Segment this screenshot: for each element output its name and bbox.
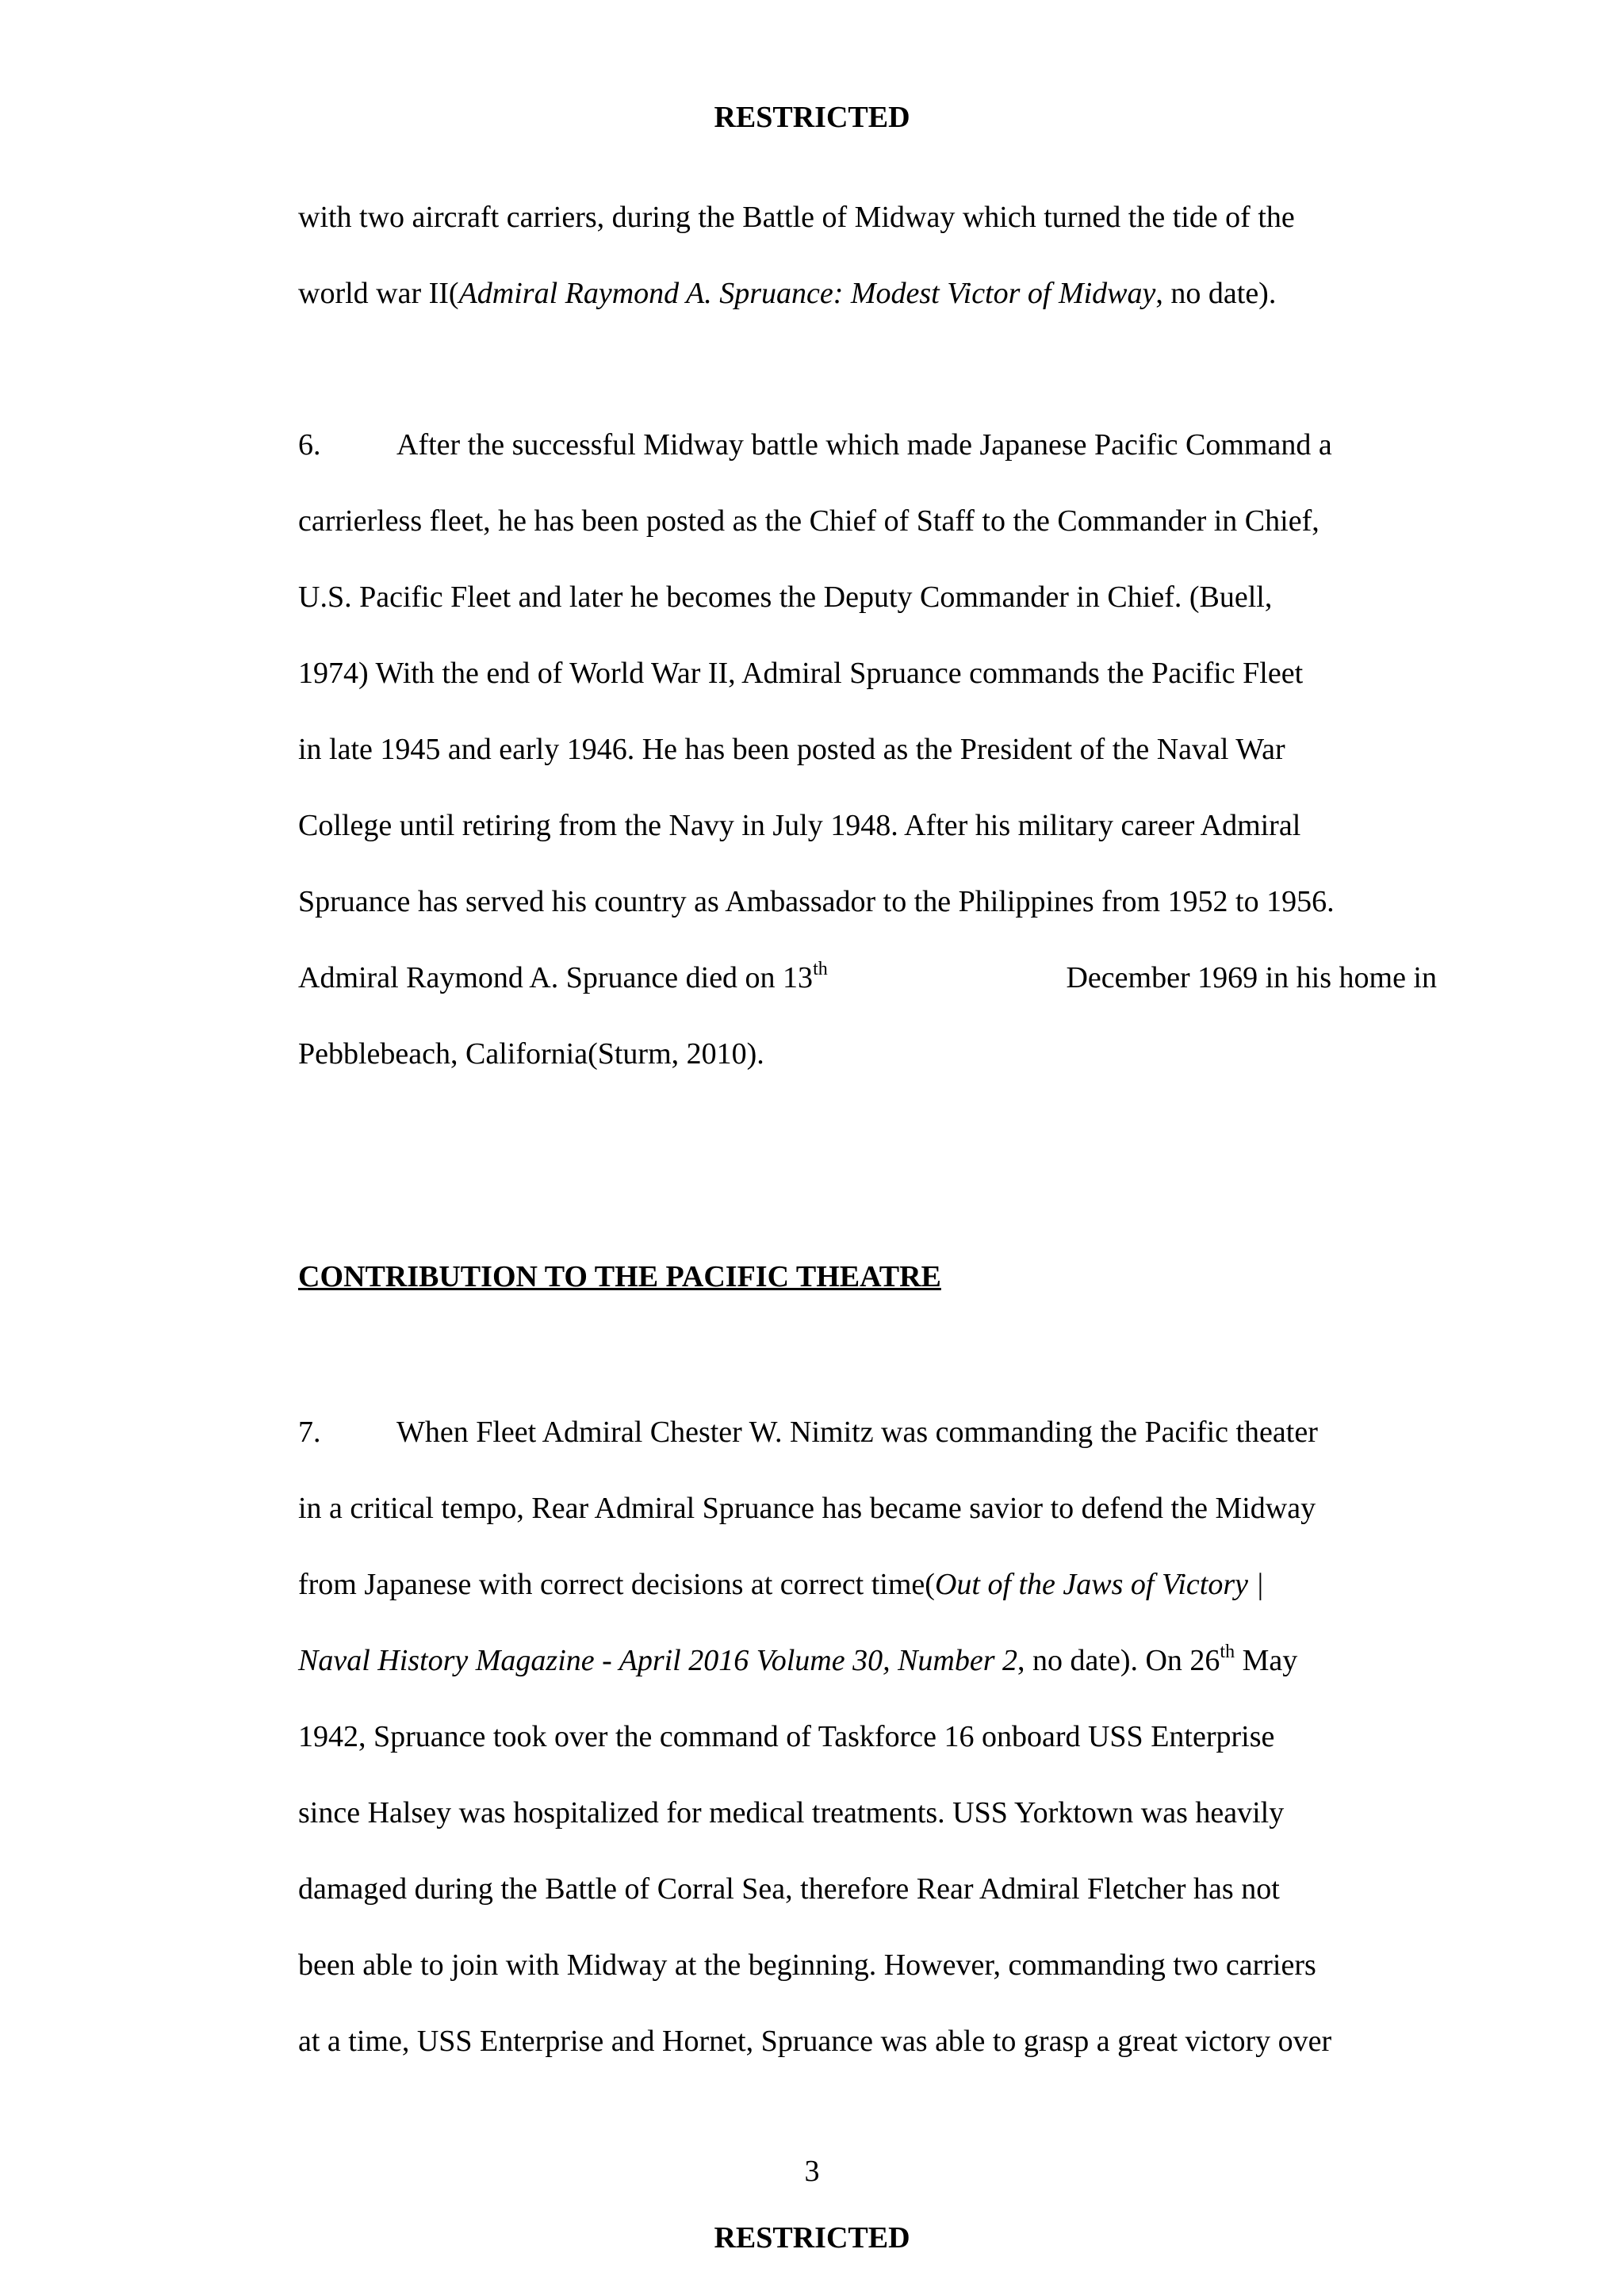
paragraph-6-line <box>298 959 1437 997</box>
paragraph-7-line: 1942, Spruance took over the command of Taskforce 16 onboard USS Enterprise <box>298 1720 1275 1753</box>
paragraph-7-line: in a critical tempo, Rear Admiral Spruance has became savior to defend the Midway <box>298 1492 1316 1525</box>
section-heading: CONTRIBUTION TO THE PACIFIC THEATRE <box>298 1260 941 1293</box>
text-run: After the successful Midway battle which made Japanese Pacific Command a <box>396 428 1332 462</box>
paragraph-6-line: Pebblebeach, California(Sturm, 2010). <box>298 1037 764 1071</box>
paragraph-7-line: damaged during the Battle of Corral Sea, therefore Rear Admiral Fletcher has not <box>298 1872 1280 1906</box>
paragraph-7-line: been able to join with Midway at the beginning. However, commanding two carriers <box>298 1948 1316 1982</box>
paragraph-number: 7. <box>298 1416 321 1449</box>
restricted-header: RESTRICTED <box>714 101 910 134</box>
continuation-line <box>298 274 1437 312</box>
paragraph-6-line: College until retiring from the Navy in July 1948. After his military career Admiral <box>298 809 1301 842</box>
ordinal-suffix: th <box>813 959 828 979</box>
paragraph-6-line: in late 1945 and early 1946. He has been posted as the President of the Naval War <box>298 733 1285 766</box>
text-run: from Japanese with correct decisions at correct time( <box>298 1568 935 1601</box>
text-run: When Fleet Admiral Chester W. Nimitz was commanding the Pacific theater <box>396 1416 1318 1449</box>
text-run: Admiral Raymond A. Spruance died on 13 <box>298 961 814 994</box>
ordinal-suffix: th <box>1220 1642 1235 1662</box>
paragraph-7-line <box>298 1642 1437 1680</box>
text-run <box>298 959 828 997</box>
paragraph-7-line: since Halsey was hospitalized for medical treatments. USS Yorktown was heavily <box>298 1796 1285 1829</box>
citation-title: Naval History Magazine - April 2016 Volume 30, Number 2 <box>298 1644 1018 1677</box>
paragraph-6-line: 1974) With the end of World War II, Admiral Spruance commands the Pacific Fleet <box>298 657 1304 690</box>
paragraph-number: 6. <box>298 428 321 462</box>
paragraph-7-line: at a time, USS Enterprise and Hornet, Spruance was able to grasp a great victory over <box>298 2025 1332 2058</box>
citation-title: Out of the Jaws of Victory | <box>934 1568 1264 1601</box>
text-run: May <box>1235 1644 1298 1677</box>
continuation-line: with two aircraft carriers, during the Battle of Midway which turned the tide of the <box>298 201 1295 234</box>
paragraph-6-line: Spruance has served his country as Ambassador to the Philippines from 1952 to 1956. <box>298 885 1335 918</box>
text-run: December 1969 in his home in <box>1066 961 1437 994</box>
paragraph-7-line <box>298 1413 1437 1451</box>
text-run: , no date). On 26 <box>1017 1644 1220 1677</box>
page-number: 3 <box>804 2155 820 2188</box>
text-run: , no date). <box>1155 277 1277 310</box>
restricted-footer: RESTRICTED <box>714 2221 910 2255</box>
paragraph-6-line: carrierless fleet, he has been posted as the Chief of Staff to the Commander in Chief, <box>298 504 1320 538</box>
paragraph-7-line <box>298 1565 1437 1603</box>
text-run: world war II( <box>298 277 459 310</box>
paragraph-6-line <box>298 426 1437 464</box>
paragraph-6-line: U.S. Pacific Fleet and later he becomes the Deputy Commander in Chief. (Buell, <box>298 580 1273 614</box>
citation-title: Admiral Raymond A. Spruance: Modest Victor of Midway <box>458 277 1156 310</box>
